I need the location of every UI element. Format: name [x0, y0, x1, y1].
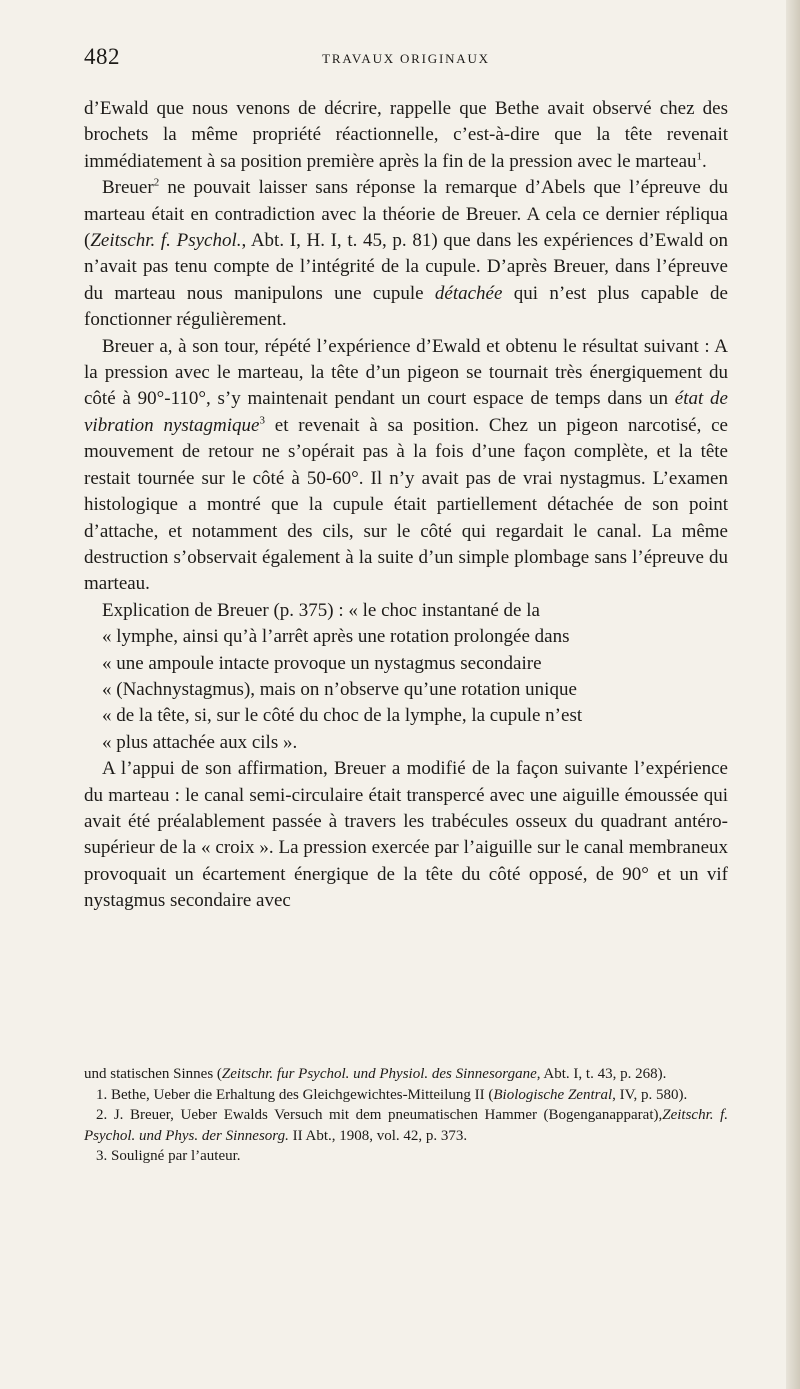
page-header	[84, 44, 728, 74]
quote-line: « lymphe, ainsi qu’à l’arrêt après une rotation prolongée dans	[102, 626, 570, 648]
paragraph-3: Breuer a, à son tour, répété l’expérience d’Ewald et obtenu le résultat suivant : A la pression avec le marteau, la tête d’un pigeon se tournait très énergiquement du côté à 90°-110°, s’y maintenait pendant un court espace de temps dans un état de vibration nystagmique$^3$ et revenait à sa position. Chez un pigeon narcotisé, ce mouvement de retour ne s’opérait pas à la fois d’une façon complète, et la tête restait tournée sur le côté à 50-60°. Il n’y avait pas de vrai nystagmus. L’examen histologique a montré que la cupule était partiellement détachée de son point d’attache, et notamment des cils, sur le côté qui regardait le canal. La même destruction s’observait également à la suite d’un simple plombage sans l’épreuve du marteau.	[84, 335, 728, 595]
quote-line: « de la tête, si, sur le côté du choc de la lymphe, la cupule n’est	[102, 705, 583, 727]
footnote-ref-3[interactable]: 3	[259, 414, 265, 427]
breuer-quote	[84, 598, 728, 756]
footnote-2: 2. J. Breuer, Ueber Ewalds Versuch mit dem pneumatischen Hammer (Bogenganapparat),Zeitschr. f. Psychol. und Phys. der Sinnesorg. II Abt., 1908, vol. 42, p. 373.	[84, 1107, 728, 1144]
paragraph-1: d’Ewald que nous venons de décrire, rappelle que Bethe avait observé chez des brochets la même propriété réactionnelle, c’est-à-dire que la tête revenait immédiatement à sa position première après la fin de la pression avec le marteau$^1$.	[84, 98, 728, 172]
footnote-3: 3. Souligné par l’auteur.	[96, 1148, 241, 1164]
page-number: 482	[84, 44, 120, 69]
body-text	[84, 96, 728, 915]
footnote-1: 1. Bethe, Ueber die Erhaltung des Gleichgewichtes-Mitteilung II (Biologische Zentral, IV, p. 580).	[96, 1086, 688, 1103]
quote-line: « (Nachnystagmus), mais on n’observe qu’une rotation unique	[102, 678, 577, 700]
paragraph-2: Breuer$^2$ ne pouvait laisser sans réponse la remarque d’Abels que l’épreuve du marteau était en contradiction avec la théorie de Breuer. A cela ce dernier répliqua (Zeitschr. f. Psychol., Abt. I, H. I, t. 45, p. 81) que dans les expériences d’Ewald on n’avait pas tenu compte de l’intégrité de la cupule. D’après Breuer, dans l’épreuve du marteau nous manipulons une cupule détachée qui n’est plus capable de fonctionner régulièrement.	[84, 176, 728, 331]
running-head: TRAVAUX ORIGINAUX	[322, 51, 490, 66]
emphasis-etat-de-vibration: état de vibration nystagmique	[84, 388, 728, 436]
page-edge-shadow	[786, 0, 800, 1389]
emphasis-detachee: détachée	[434, 282, 503, 304]
paragraph-5: A l’appui de son affirmation, Breuer a modifié de la façon suivante l’expérience du marteau : le canal semi-circulaire était transpercé avec une aiguille émoussée qui avait été préalablement passée à travers les trabécules osseux du quadrant antéro-supérieur de la « croix ». La pression exercée par l’aiguille sur le canal membraneux provoquait un écartement énergique de la tête du côté opposé, de 90° et un vif nystagmus secondaire avec	[84, 758, 728, 912]
footnote-ref-2[interactable]: 2	[153, 176, 160, 189]
footnote-continuation: und statischen Sinnes (Zeitschr. fur Psychol. und Physiol. des Sinnesorgane, Abt. I, t. 43, p. 268).	[84, 1066, 667, 1082]
footnote-ref-1[interactable]: 1	[696, 150, 703, 163]
journal-citation: Zeitschr. f. Psychol.	[90, 230, 242, 252]
quote-line: Explication de Breuer (p. 375) : « le choc instantané de la	[102, 599, 540, 621]
quote-line: « plus attachée aux cils ».	[102, 731, 298, 753]
footnotes	[84, 1064, 728, 1167]
quote-line: « une ampoule intacte provoque un nystagmus secondaire	[102, 652, 542, 674]
